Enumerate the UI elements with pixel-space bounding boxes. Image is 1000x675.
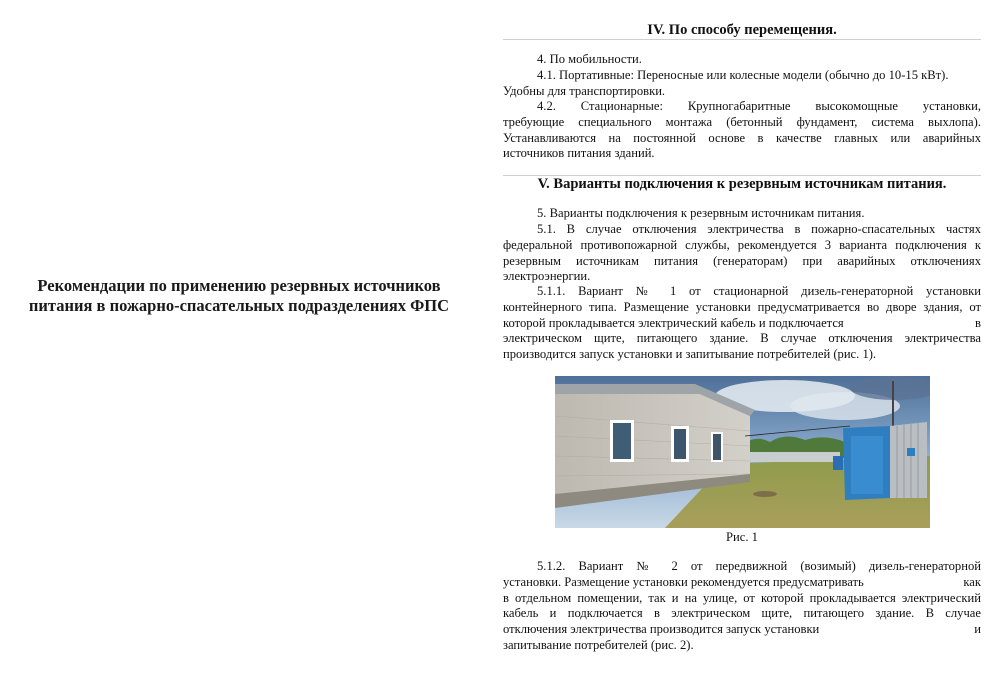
paragraph-line: резервным источникам питания (генераторам) при аварийных отключениях [503, 253, 981, 268]
paragraph-line-fragment: в [975, 315, 981, 330]
paragraph-line: Удобны для транспортировки. [503, 83, 666, 98]
figure-1-caption: Рис. 1 [726, 530, 758, 544]
document-title-line-1: Рекомендации по применению резервных источников [37, 276, 441, 295]
paragraph-line: запитывание потребителей (рис. 2). [503, 637, 694, 652]
paragraph-line: кабель и подключается в электрическом щите, питающего здание. В случае [503, 606, 981, 621]
paragraph-line-fragment: которой прокладывается электрический кабель и подключается [503, 315, 844, 330]
section-5-paragraph-1 [503, 206, 981, 222]
paragraph-line-fragment: и [974, 622, 981, 637]
document-title [8, 276, 470, 316]
paragraph-line: контейнерного типа. Размещение установки предусматривается во дворе здания, от [503, 299, 981, 314]
paragraph-line: электрическом щите, питающего здание. В случае отключения электричества [503, 331, 981, 346]
paragraph-line: 5. Варианты подключения к резервным источникам питания. [537, 206, 865, 220]
section-4-paragraph-1 [503, 52, 981, 68]
paragraph-line: Устанавливаются на постоянной основе в качестве главных или аварийных [503, 130, 981, 145]
paragraph-line: производится запуск установки и запитывание потребителей (рис. 1). [503, 347, 877, 362]
paragraph-line-split [503, 316, 981, 332]
document-title-line-2: питания в пожарно-спасательных подразделениях ФПС [28, 296, 450, 315]
paragraph-line: 4. По мобильности. [537, 52, 642, 66]
paragraph-line: 5.1.2. Вариант № 2 от передвижной (возимый) дизель-генераторной [537, 559, 981, 573]
section-4-paragraph-3 [503, 99, 981, 162]
section-5-heading: V. Варианты подключения к резервным источникам питания. [537, 176, 947, 192]
section-5-paragraph-4 [503, 559, 981, 654]
paragraph-line: 4.2. Стационарные: Крупногабаритные высокомощные установки, [537, 99, 981, 113]
paragraph-line-fragment: отключения электричества производится запуск установки [503, 622, 820, 637]
paragraph-line-fragment: как [963, 574, 981, 589]
paragraph-line: 5.1.1. Вариант № 1 от стационарной дизель-генераторной установки [537, 284, 981, 298]
paragraph-line-fragment: установки. Размещение установки рекомендуется предусматривать [503, 574, 864, 589]
paragraph-line-split [503, 622, 981, 638]
paragraph-line: электроэнергии. [503, 269, 591, 284]
section-4-rule [503, 39, 981, 40]
section-5-paragraph-2 [503, 222, 981, 285]
paragraph-line: в отдельном помещении, так и на улице, от которой прокладывается электрический [503, 590, 981, 605]
paragraph-line: требующие специального монтажа (бетонный фундамент, система выхлопа). [503, 114, 981, 129]
paragraph-line: 5.1. В случае отключения электричества в пожарно-спасательных частях [537, 222, 981, 236]
paragraph-line: источников питания зданий. [503, 146, 655, 161]
paragraph-line: федеральной противопожарной службы, рекомендуется 3 варианта подключения к [503, 237, 981, 252]
section-4-heading: IV. По способу перемещения. [647, 22, 837, 38]
paragraph-line: 4.1. Портативные: Переносные или колесные модели (обычно до 10-15 кВт). [537, 68, 949, 82]
figure-1-photo [555, 376, 930, 528]
paragraph-line-split [503, 575, 981, 591]
section-4-paragraph-2 [503, 68, 981, 100]
section-5-paragraph-3 [503, 284, 981, 363]
